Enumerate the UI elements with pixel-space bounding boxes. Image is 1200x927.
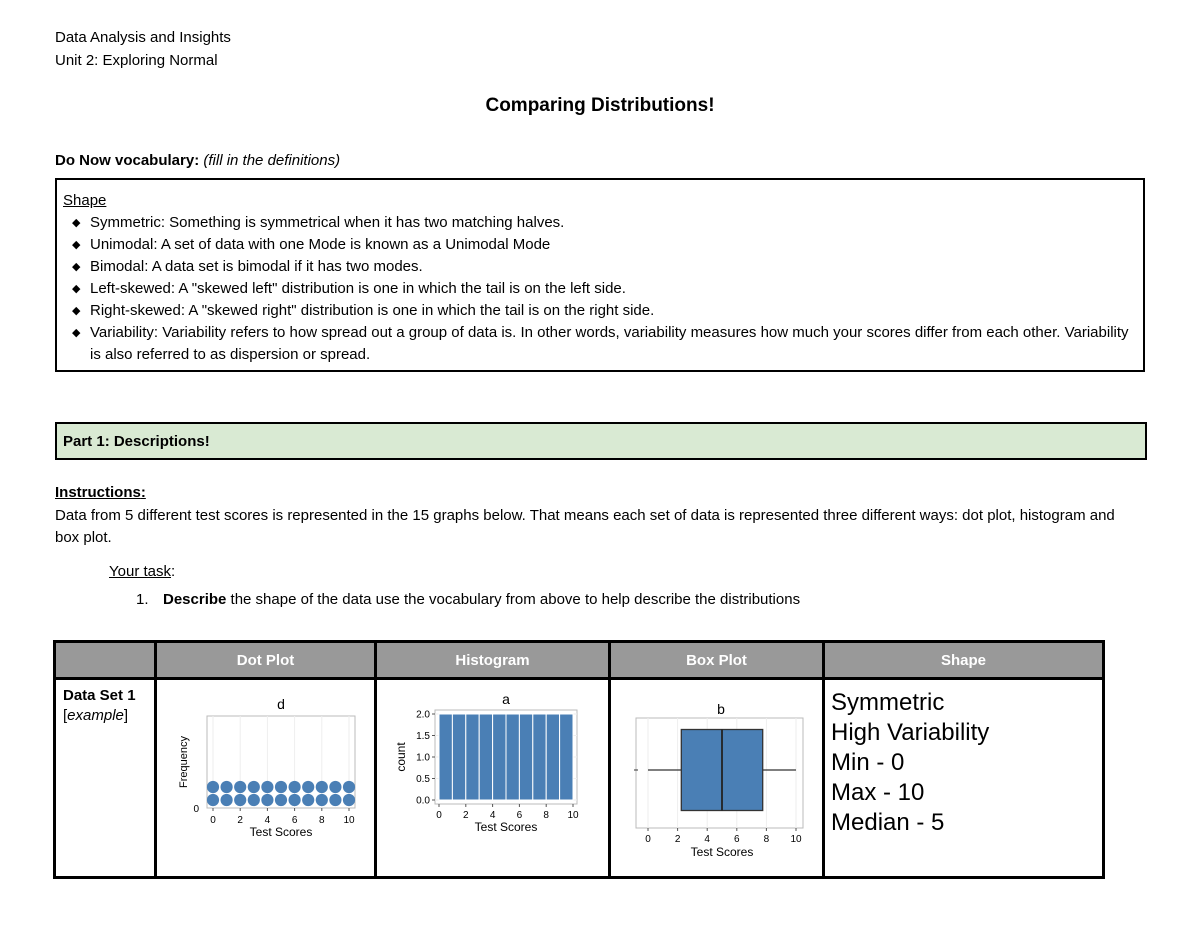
task-number: 1. xyxy=(136,591,149,608)
histogram-bar xyxy=(439,714,452,800)
header-histogram: Histogram xyxy=(376,642,610,679)
histogram-bar xyxy=(506,714,519,800)
data-point xyxy=(329,794,341,806)
shape-line: Min - 0 xyxy=(831,749,905,776)
do-now-label: Do Now vocabulary: xyxy=(55,152,200,169)
header-shape: Shape xyxy=(824,642,1104,679)
x-tick-label: 10 xyxy=(567,810,579,821)
task-colon: : xyxy=(171,563,176,580)
task-rest: the shape of the data use the vocabulary from above to help describe the distributions xyxy=(226,591,801,608)
vocab-item xyxy=(63,256,1137,278)
x-tick-label: 0 xyxy=(436,810,442,821)
vocab-item xyxy=(63,300,1137,322)
x-tick-label: 10 xyxy=(790,834,802,845)
data-point xyxy=(207,794,219,806)
unit-title: Unit 2: Exploring Normal xyxy=(55,52,218,69)
chart-title: a xyxy=(502,691,510,707)
dot-plot-chart xyxy=(157,680,371,870)
task-heading xyxy=(109,563,175,580)
histogram-bar xyxy=(466,714,479,800)
histogram-bar xyxy=(546,714,559,800)
page-title: Comparing Distributions! xyxy=(485,95,715,116)
do-now-line xyxy=(55,152,340,169)
data-set-label-cell xyxy=(55,679,156,878)
y-tick-label: 1.0 xyxy=(416,752,430,764)
part1-banner: Part 1: Descriptions! xyxy=(55,422,1147,460)
data-point xyxy=(221,781,233,793)
x-tick-label: 8 xyxy=(543,810,549,821)
histogram-bar xyxy=(560,714,573,800)
chart-title: d xyxy=(277,696,285,712)
data-point xyxy=(329,781,341,793)
vocab-item-text: Unimodal: A set of data with one Mode is known as a Unimodal Mode xyxy=(90,236,551,253)
y-tick-label: 2.0 xyxy=(416,709,430,721)
x-tick-label: 2 xyxy=(674,834,681,845)
x-tick-label: 8 xyxy=(763,834,770,845)
shape-cell xyxy=(824,679,1104,878)
data-point xyxy=(302,794,314,806)
header-cell-blank xyxy=(55,642,156,679)
data-point xyxy=(234,781,246,793)
shape-line: Symmetric xyxy=(831,689,945,716)
vocab-item xyxy=(63,234,1137,256)
histogram-chart xyxy=(377,680,605,870)
bullet-icon: ◆ xyxy=(72,305,81,317)
data-point xyxy=(261,781,273,793)
data-point xyxy=(316,794,328,806)
instructions-heading xyxy=(55,484,146,501)
x-axis-label: Test Scores xyxy=(249,825,313,839)
dot-plot-cell xyxy=(156,679,376,878)
x-tick-label: 4 xyxy=(489,810,496,821)
data-point xyxy=(316,781,328,793)
vocabulary-box xyxy=(55,178,1145,372)
distributions-table xyxy=(53,640,1105,879)
course-title: Data Analysis and Insights xyxy=(55,29,231,46)
histogram-bar xyxy=(452,714,465,800)
x-tick-label: 6 xyxy=(734,834,740,845)
box-plot-cell xyxy=(610,679,824,878)
table-row xyxy=(55,679,1104,878)
vocab-item xyxy=(63,278,1137,300)
bullet-icon: ◆ xyxy=(72,261,81,273)
vocab-item-text: Bimodal: A data set is bimodal if it has two modes. xyxy=(90,258,423,275)
vocab-heading: Shape xyxy=(63,192,107,209)
box-plot-chart xyxy=(611,680,819,870)
data-point xyxy=(289,794,301,806)
data-point xyxy=(302,781,314,793)
data-point xyxy=(248,781,260,793)
data-point xyxy=(289,781,301,793)
y-tick-label: 1.5 xyxy=(416,731,430,742)
bullet-icon: ◆ xyxy=(72,217,81,229)
vocab-item-text: Right-skewed: A "skewed right" distribution is one in which the tail is on the right side. xyxy=(90,302,655,319)
vocab-item-text: Symmetric: Something is symmetrical when it has two matching halves. xyxy=(90,214,565,231)
data-point xyxy=(207,781,219,793)
data-point xyxy=(275,781,287,793)
x-tick-label: 0 xyxy=(210,815,216,826)
histogram-bar xyxy=(533,714,546,800)
header-dot-plot: Dot Plot xyxy=(156,642,376,679)
task-item xyxy=(136,591,800,608)
data-point xyxy=(343,781,355,793)
instructions-colon: : xyxy=(140,484,146,501)
chart-title: b xyxy=(717,701,725,717)
bullet-icon: ◆ xyxy=(72,239,81,251)
data-set-label: Data Set 1 xyxy=(63,687,136,704)
header-box-plot: Box Plot xyxy=(610,642,824,679)
x-tick-label: 2 xyxy=(463,810,469,821)
data-point xyxy=(234,794,246,806)
x-axis-label: Test Scores xyxy=(474,820,538,834)
x-tick-label: 4 xyxy=(704,834,710,845)
x-tick-label: 2 xyxy=(237,815,243,826)
x-tick-label: 4 xyxy=(264,815,271,826)
instructions-heading-text: Instructions xyxy=(55,484,141,501)
x-tick-label: 10 xyxy=(343,815,355,826)
y-tick-label: 0 xyxy=(193,804,199,815)
vocab-item-text: Left-skewed: A "skewed left" distribution is one in which the tail is on the left side. xyxy=(90,280,626,297)
table-header-row xyxy=(55,642,1104,679)
x-axis-label: Test Scores xyxy=(690,845,754,859)
data-point xyxy=(275,794,287,806)
instructions-text: Data from 5 different test scores is represented in the 15 graphs below. That means each set of data is represented three different ways: dot plot, histogram and box plot. xyxy=(55,507,1115,546)
y-axis-label: Frequency xyxy=(178,736,190,788)
y-tick-label: 0.0 xyxy=(416,795,430,807)
data-point xyxy=(248,794,260,806)
histogram-bar xyxy=(493,714,506,800)
bullet-icon: ◆ xyxy=(72,283,81,295)
data-point xyxy=(221,794,233,806)
task-heading-text: Your task xyxy=(109,563,171,580)
vocab-item-text: Variability: Variability refers to how spread out a group of data is. In other words, variability measures how much your scores differ from each other. Variability is also referred to as dispersion or spread. xyxy=(90,324,1129,363)
do-now-hint: (fill in the definitions) xyxy=(203,152,341,169)
data-point xyxy=(261,794,273,806)
vocab-item xyxy=(63,322,1137,366)
y-tick-label: 0.5 xyxy=(416,774,430,785)
data-point xyxy=(343,794,355,806)
x-tick-label: 6 xyxy=(291,815,298,826)
task-bold: Describe xyxy=(163,591,227,608)
histogram-bar xyxy=(519,714,532,800)
x-tick-label: 0 xyxy=(645,834,651,845)
histogram-cell xyxy=(376,679,610,878)
vocab-item xyxy=(63,212,1137,234)
x-tick-label: 6 xyxy=(516,810,523,821)
shape-description xyxy=(825,680,1102,846)
shape-line: High Variability xyxy=(831,719,990,746)
bullet-icon: ◆ xyxy=(72,327,81,339)
shape-line: Median - 5 xyxy=(831,809,945,836)
histogram-bar xyxy=(479,714,492,800)
data-set-sublabel: [example] xyxy=(63,707,129,724)
x-tick-label: 8 xyxy=(319,815,325,826)
vocab-list xyxy=(63,212,1137,366)
shape-line: Max - 10 xyxy=(831,779,925,806)
y-axis-label: count xyxy=(394,742,408,772)
